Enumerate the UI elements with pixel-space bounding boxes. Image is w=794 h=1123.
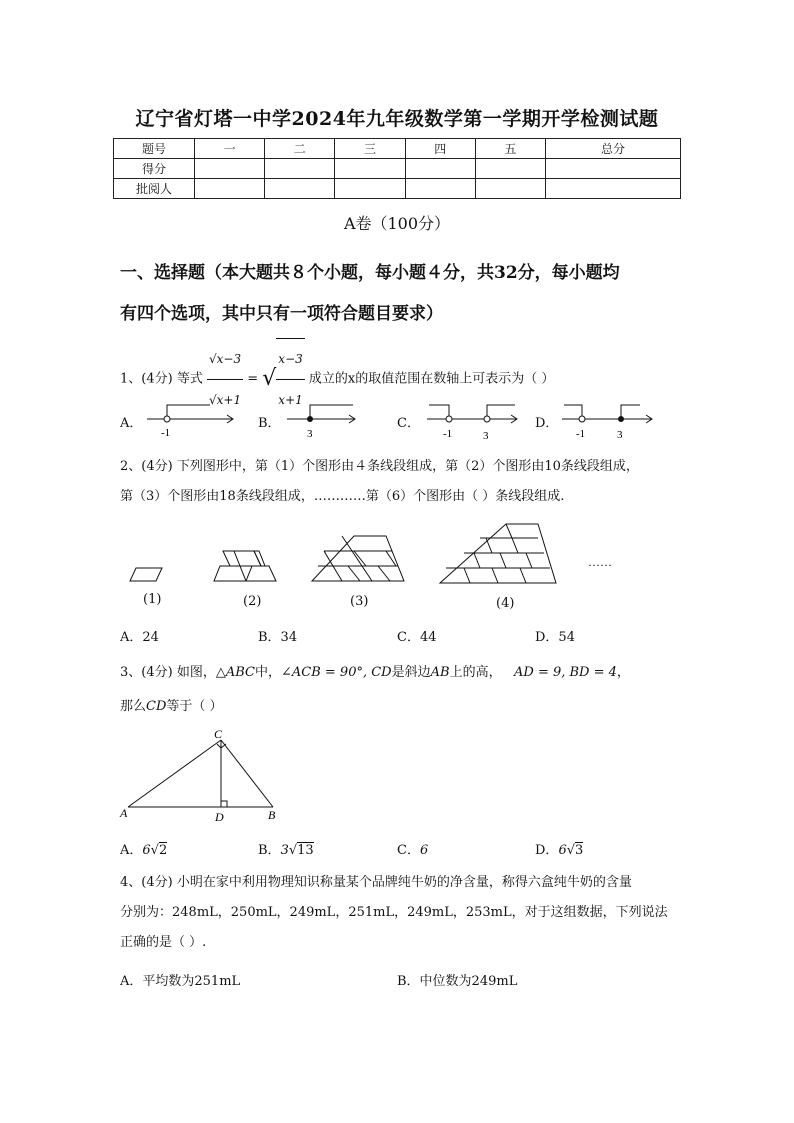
score-table-row <box>114 179 681 199</box>
side-ac <box>128 740 221 807</box>
q3-math: AD = 9, BD = 4 <box>514 665 617 680</box>
q4-line: 正确的是（ ）. <box>120 935 207 950</box>
score-table-row <box>114 159 681 179</box>
table-cell: 题号 <box>114 139 195 159</box>
paper-section-label: A卷（100分） <box>343 214 451 233</box>
fig1-rhombus <box>130 568 162 581</box>
table-cell[interactable] <box>265 159 335 179</box>
tick-label: 3 <box>307 428 313 440</box>
q3-math: △ABC <box>215 665 255 680</box>
radical-icon: √ <box>288 843 298 858</box>
section-heading-line: 有四个选项，其中只有一项符合题目要求） <box>120 304 443 324</box>
tick-label: -1 <box>161 427 171 439</box>
q1-lhs-denominator: √x+1 <box>208 392 242 407</box>
vertex-label-c: C <box>214 727 223 741</box>
closed-point <box>618 416 624 422</box>
radical-icon: √ <box>150 843 159 858</box>
range-bracket <box>487 405 515 419</box>
open-point <box>446 416 452 422</box>
q1-equals: = <box>247 371 259 387</box>
q2-figures <box>120 518 640 618</box>
q1-option-c-letter[interactable]: C． <box>397 416 420 431</box>
radical-icon: √ <box>566 843 576 858</box>
fig4-edge <box>512 538 518 553</box>
q3-line <box>120 656 690 690</box>
question-3-stem <box>120 656 690 724</box>
right-angle-mark <box>221 801 227 807</box>
fig3-edge <box>378 566 390 581</box>
q3-math: ∠ACB = 90°, CD <box>280 665 392 680</box>
q4-line: 分别为：248mL，250mL，249mL，251mL，249mL，253mL，对于这组数据，下列说法 <box>120 905 668 920</box>
q1-option-d-numberline <box>560 400 660 442</box>
option-letter: A． <box>120 843 143 858</box>
tick-label: -1 <box>576 428 586 440</box>
fig4-edge <box>500 553 506 568</box>
table-cell[interactable] <box>475 179 545 199</box>
option-coefficient: 3 <box>280 843 289 858</box>
open-point <box>579 416 585 422</box>
table-cell[interactable] <box>265 179 335 199</box>
range-bracket <box>429 405 449 419</box>
q2-caption: (1) <box>143 592 162 607</box>
table-cell: 四 <box>405 139 475 159</box>
range-bracket <box>167 405 210 419</box>
open-point <box>484 416 490 422</box>
option-coefficient: 6 <box>142 843 151 858</box>
closed-point <box>307 416 313 422</box>
tick-label: -1 <box>443 428 453 440</box>
table-cell: 二 <box>265 139 335 159</box>
table-cell[interactable] <box>546 179 681 199</box>
q3-line <box>120 690 690 724</box>
option-letter: B． <box>258 843 281 858</box>
q1-rhs-denominator: x+1 <box>278 393 303 407</box>
q2-option-b[interactable]: B．34 <box>258 630 298 645</box>
option-radicand: 2 <box>158 843 168 858</box>
option-radicand: 13 <box>297 843 314 858</box>
q3-option-d[interactable] <box>535 839 583 858</box>
q3-text: 上的高， <box>449 665 502 680</box>
section-heading <box>120 253 700 335</box>
vertex-label-d: D <box>215 810 224 824</box>
q1-suffix: 成立的x的取值范围在数轴上可表示为（ ） <box>308 371 555 387</box>
fig3-edge <box>348 566 360 581</box>
fig4-edge <box>526 553 532 568</box>
option-radicand: 3 <box>575 843 584 858</box>
q1-option-b-numberline <box>285 400 365 442</box>
q1-prefix: 1、(4分) 等式 <box>120 371 203 387</box>
fig4-edge <box>486 538 492 553</box>
fig4-edge <box>474 553 480 568</box>
table-cell[interactable] <box>195 159 265 179</box>
fig2-shape <box>214 566 252 581</box>
option-letter: C． <box>397 843 420 858</box>
table-cell[interactable] <box>405 179 475 199</box>
fig2-shape <box>240 566 276 581</box>
tick-label: 3 <box>617 429 623 441</box>
q1-option-c-numberline <box>425 400 525 442</box>
score-table <box>113 138 681 199</box>
q1-rhs-numerator: x−3 <box>276 339 304 380</box>
range-bracket <box>310 405 353 419</box>
q3-option-a[interactable] <box>120 839 167 858</box>
option-coefficient: 6 <box>419 843 429 858</box>
table-cell: 批阅人 <box>114 179 195 199</box>
q3-text: ， <box>616 665 630 680</box>
table-cell[interactable] <box>195 179 265 199</box>
q2-line: 第（3）个图形由18条线段组成，…………第（6）个图形由（ ）条线段组成. <box>120 489 565 504</box>
q2-option-c[interactable]: C．44 <box>397 630 437 645</box>
side-bc <box>221 740 273 807</box>
q1-lhs-numerator: √x−3 <box>207 339 243 380</box>
table-cell[interactable] <box>335 159 405 179</box>
table-cell[interactable] <box>335 179 405 199</box>
section-heading-line: 一、选择题（本大题共８个小题，每小题４分，共32分，每小题均 <box>120 263 620 283</box>
q4-option-b[interactable]: B．中位数为249mL <box>397 974 518 989</box>
table-cell[interactable] <box>546 159 681 179</box>
q3-text: 等于（ ） <box>166 699 223 714</box>
q3-text: 中， <box>254 665 281 680</box>
fig3-edge <box>342 536 372 581</box>
score-table-header-row <box>114 139 681 159</box>
option-letter: D． <box>535 843 559 858</box>
table-cell: 得分 <box>114 159 195 179</box>
q2-caption: (4) <box>496 596 515 611</box>
vertex-label-a: A <box>120 806 128 820</box>
q1-option-b-letter[interactable]: B． <box>258 416 281 431</box>
vertex-label-b: B <box>268 808 276 822</box>
q4-line: 4、(4分) 小明在家中利用物理知识称量某个品牌纯牛奶的净含量，称得六盒纯牛奶的含量 <box>120 875 632 890</box>
q3-option-c[interactable] <box>397 839 428 858</box>
q3-triangle-figure <box>118 725 288 825</box>
open-point <box>164 416 170 422</box>
q2-caption: (2) <box>243 594 262 609</box>
q3-option-b[interactable] <box>258 839 314 858</box>
q3-math: AB <box>430 665 450 680</box>
q2-option-a[interactable]: A．24 <box>120 630 159 645</box>
fig4-edge <box>464 568 470 583</box>
q3-text: 那么 <box>120 699 147 714</box>
fig4-edge <box>520 568 526 583</box>
q3-text: 3、(4分) 如图， <box>120 665 216 680</box>
radical-icon: √ <box>262 366 277 391</box>
fig3-outline <box>312 536 404 581</box>
fig4-edge <box>506 524 512 538</box>
table-cell: 三 <box>335 139 405 159</box>
range-bracket <box>621 405 640 419</box>
tick-label: 3 <box>483 430 489 442</box>
page-title: 辽宁省灯塔一中学2024年九年级数学第一学期开学检测试题 <box>135 108 659 130</box>
table-cell: 总分 <box>546 139 681 159</box>
q2-caption: (3) <box>350 594 369 609</box>
table-cell[interactable] <box>475 159 545 179</box>
q2-ellipsis: …… <box>588 555 612 569</box>
q4-option-a[interactable]: A．平均数为251mL <box>120 974 241 989</box>
q1-option-a-letter[interactable]: A． <box>120 416 143 431</box>
q2-line: 2、(4分) 下列图形中，第（1）个图形由４条线段组成，第（2）个图形由10条线段组成， <box>120 459 639 474</box>
q1-option-d-letter[interactable]: D． <box>535 416 559 431</box>
question-4-stem <box>120 868 690 958</box>
table-cell: 五 <box>475 139 545 159</box>
q3-text: 是斜边 <box>391 665 431 680</box>
q2-option-d[interactable]: D．54 <box>535 630 575 645</box>
fig4-edge <box>492 568 498 583</box>
q3-math: CD <box>146 699 167 714</box>
q1-option-a-numberline <box>145 400 240 442</box>
question-2-stem <box>120 452 690 512</box>
table-cell: 一 <box>195 139 265 159</box>
option-coefficient: 6 <box>558 843 567 858</box>
table-cell[interactable] <box>405 159 475 179</box>
